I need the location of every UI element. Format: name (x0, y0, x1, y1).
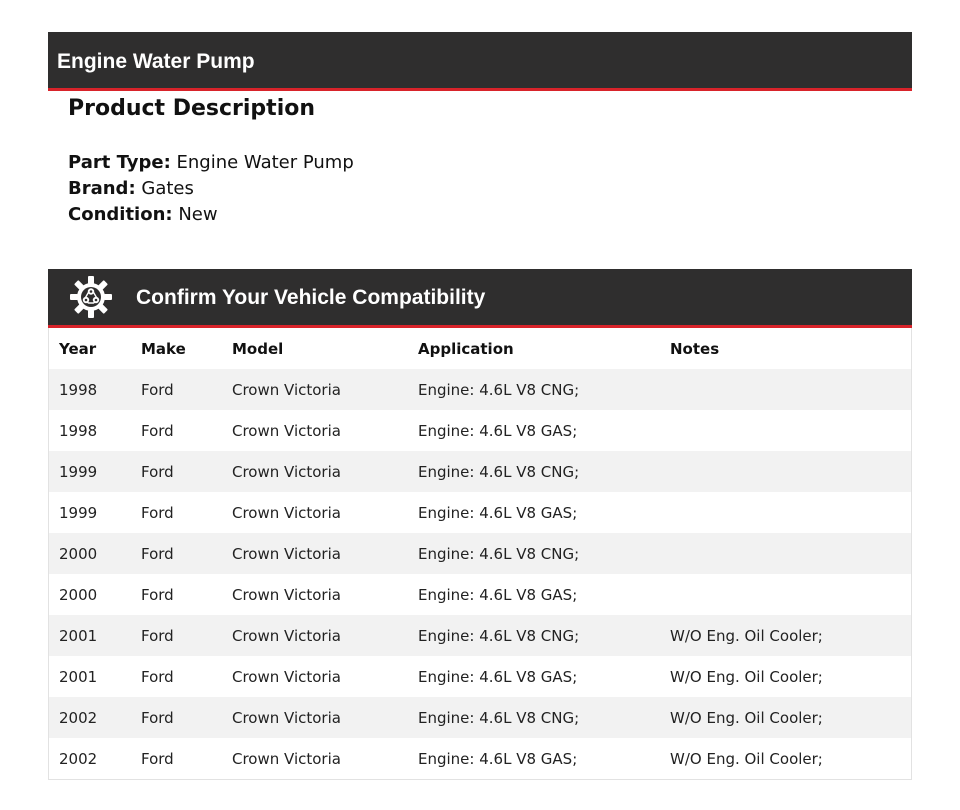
cell-application: Engine: 4.6L V8 GAS; (408, 492, 660, 533)
cell-notes (660, 533, 911, 574)
cell-notes (660, 410, 911, 451)
cell-model: Crown Victoria (222, 656, 408, 697)
cell-make: Ford (131, 615, 222, 656)
cell-application: Engine: 4.6L V8 CNG; (408, 451, 660, 492)
cell-model: Crown Victoria (222, 738, 408, 779)
cell-model: Crown Victoria (222, 410, 408, 451)
cell-notes: W/O Eng. Oil Cooler; (660, 738, 911, 779)
cell-application: Engine: 4.6L V8 CNG; (408, 369, 660, 410)
column-header-year: Year (59, 339, 97, 358)
product-description-list (68, 150, 354, 228)
cell-year: 1999 (49, 492, 131, 533)
cell-application: Engine: 4.6L V8 GAS; (408, 656, 660, 697)
cell-model: Crown Victoria (222, 697, 408, 738)
product-title: Engine Water Pump (57, 50, 255, 73)
cell-model: Crown Victoria (222, 492, 408, 533)
cell-year: 1998 (49, 410, 131, 451)
column-header-application: Application (418, 339, 514, 358)
cell-year: 2000 (49, 574, 131, 615)
cell-year: 1998 (49, 369, 131, 410)
table-row (49, 697, 911, 738)
cell-notes: W/O Eng. Oil Cooler; (660, 615, 911, 656)
cell-year: 2000 (49, 533, 131, 574)
cell-model: Crown Victoria (222, 369, 408, 410)
table-header-row (49, 328, 911, 369)
cell-application: Engine: 4.6L V8 GAS; (408, 410, 660, 451)
condition-label: Condition: (68, 204, 173, 225)
cell-notes (660, 451, 911, 492)
product-header-bar (48, 32, 912, 91)
column-header-notes: Notes (670, 339, 720, 358)
table-row (49, 369, 911, 410)
product-description-heading: Product Description (68, 96, 316, 121)
cell-model: Crown Victoria (222, 451, 408, 492)
cell-year: 2001 (49, 656, 131, 697)
cell-application: Engine: 4.6L V8 CNG; (408, 615, 660, 656)
table-row (49, 533, 911, 574)
cell-application: Engine: 4.6L V8 GAS; (408, 574, 660, 615)
condition-value: New (178, 204, 218, 225)
cell-notes: W/O Eng. Oil Cooler; (660, 697, 911, 738)
cell-make: Ford (131, 656, 222, 697)
part-type-label: Part Type: (68, 152, 171, 173)
table-row (49, 492, 911, 533)
column-header-make: Make (141, 339, 186, 358)
compatibility-table-container (48, 328, 912, 780)
cell-make: Ford (131, 574, 222, 615)
cell-application: Engine: 4.6L V8 CNG; (408, 533, 660, 574)
gear-icon (69, 275, 113, 319)
table-row (49, 738, 911, 779)
cell-year: 1999 (49, 451, 131, 492)
compatibility-title: Confirm Your Vehicle Compatibility (136, 286, 486, 309)
table-row (49, 410, 911, 451)
cell-notes (660, 492, 911, 533)
brand-label: Brand: (68, 178, 136, 199)
compatibility-header-bar (48, 269, 912, 328)
cell-application: Engine: 4.6L V8 CNG; (408, 697, 660, 738)
table-row (49, 615, 911, 656)
cell-notes (660, 574, 911, 615)
cell-notes (660, 369, 911, 410)
cell-year: 2002 (49, 697, 131, 738)
cell-make: Ford (131, 492, 222, 533)
column-header-model: Model (232, 339, 284, 358)
brand-row (68, 176, 354, 202)
cell-model: Crown Victoria (222, 533, 408, 574)
cell-model: Crown Victoria (222, 615, 408, 656)
cell-make: Ford (131, 410, 222, 451)
part-type-value: Engine Water Pump (176, 152, 354, 173)
cell-year: 2001 (49, 615, 131, 656)
cell-application: Engine: 4.6L V8 GAS; (408, 738, 660, 779)
brand-value: Gates (141, 178, 194, 199)
cell-make: Ford (131, 533, 222, 574)
compatibility-table (49, 328, 911, 779)
table-body (49, 369, 911, 779)
cell-year: 2002 (49, 738, 131, 779)
cell-make: Ford (131, 697, 222, 738)
cell-model: Crown Victoria (222, 574, 408, 615)
cell-make: Ford (131, 451, 222, 492)
part-type-row (68, 150, 354, 176)
cell-make: Ford (131, 738, 222, 779)
table-row (49, 574, 911, 615)
condition-row (68, 202, 354, 228)
table-row (49, 451, 911, 492)
cell-notes: W/O Eng. Oil Cooler; (660, 656, 911, 697)
table-row (49, 656, 911, 697)
cell-make: Ford (131, 369, 222, 410)
